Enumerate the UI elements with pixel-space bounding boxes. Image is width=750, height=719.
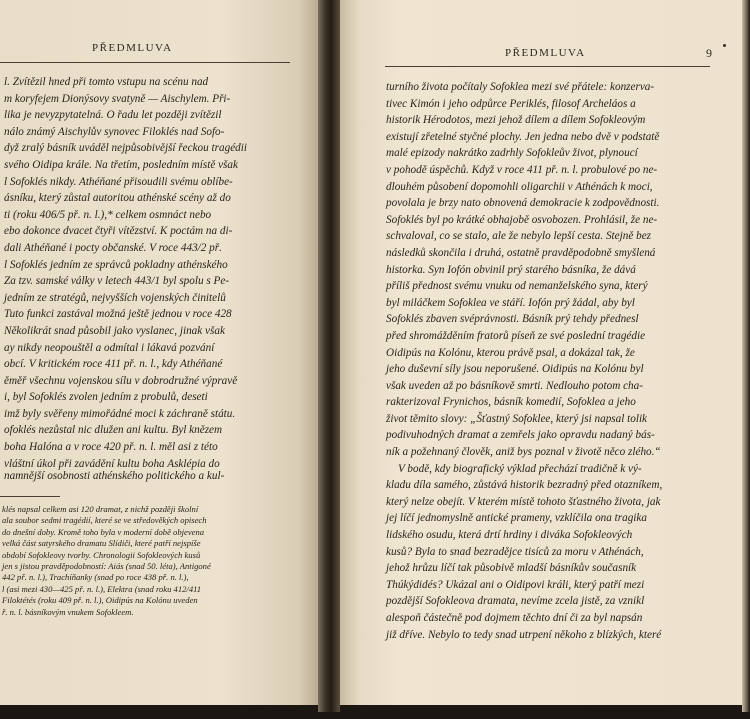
text-line: schvaloval, co se stalo, ale že nebylo lepší cesta. Stejně bez <box>386 230 652 243</box>
text-line: 442 př. n. l.), Trachíňanky (snad po roce 438 př. n. l.), <box>2 572 189 583</box>
header-rule-right <box>385 66 710 67</box>
text-line: Za tzv. samské války v letech 443/1 byl spolu s Pe- <box>4 275 230 288</box>
page-number: 9 <box>706 46 712 60</box>
text-line: ti (roku 406/5 př. n. l.),* celkem osmnáct nebo <box>4 208 212 221</box>
text-line: který nelze obejít. V kterém místě tohoto šťastného života, jak <box>386 495 661 508</box>
text-line: kladu díla samého, zůstává historik bezradný před otazníkem, <box>386 479 663 492</box>
text-line: do dnešní doby. Kromě toho byla v moderní době objevena <box>2 526 205 537</box>
text-line: život těmito slovy: „Šťastný Sofoklee, který jsi napsal tolik <box>386 412 648 425</box>
text-line: Sofoklés byl po krátké obhajobě osvobozen. Prohlásil, že ne- <box>386 213 658 226</box>
text-line: pozdější Sofokleova dramata, nevíme zcela jistě, za vznikl <box>386 595 645 608</box>
text-line: Filoktétés (roku 409 př. n. l.), Oidipús na Kolónu uveden <box>2 595 198 606</box>
text-line: dali Athéňané i pocty občanské. V roce 443/2 př. <box>4 241 222 254</box>
text-line: l (asi mezi 430—425 př. n. l.), Elektra (snad roku 412/411 <box>2 583 202 594</box>
text-line: jeho duševní síly jsou neporušené. Oidipús na Kolónu byl <box>386 363 644 376</box>
text-line: kusů? Byla to snad bezradějce tisíců za moru v Athénách, <box>386 545 644 558</box>
header-rule-left <box>0 62 290 63</box>
text-line: ay nikdy neopouštěl a odmítal i lákavá pozvání <box>4 341 215 354</box>
text-line: období Sofokleovy tvorby. Chronologii Sofokleových kusů <box>2 549 201 560</box>
text-line: již dříve. Nebylo to tedy snad utrpení někoho z blízkých, které <box>386 628 662 641</box>
text-line: l Sofoklés jedním ze správců pokladny athénského <box>4 258 228 271</box>
left-page <box>0 0 318 705</box>
text-line: Sofoklés zbaven svéprávnosti. Básník prý tehdy přednesl <box>386 313 639 326</box>
text-line: jedním ze stratégů, nejvyšších vojenských činitelů <box>4 291 226 304</box>
text-line: svého Oidipa krále. Na třetím, posledním místě však <box>4 158 238 171</box>
text-line: Několikrát snad působil jako vyslanec, jinak však <box>4 324 225 337</box>
text-line: historik Hérodotos, mezi jehož dílem a dílem Sofokleovým <box>386 114 646 127</box>
text-line: velká část satyrského dramatu Slídiči, které patří nejspíše <box>2 538 201 549</box>
text-line: jehož hrůzu líčí tak působivě mladší básníkův současník <box>386 562 637 575</box>
text-line: rakterizoval Frynichos, básník komedií, Sofoklea a jeho <box>386 396 636 409</box>
running-header-right: PŘEDMLUVA <box>505 47 586 59</box>
book-gutter <box>318 0 340 712</box>
text-line: ník a požehnaný člověk, aniž bys poznal v životě něco zlého.“ <box>386 446 661 459</box>
text-line: ofoklés nezůstal nic dlužen ani kultu. Byl knězem <box>4 424 223 437</box>
text-line: ř. n. l. básníkovým vnukem Sofokleem. <box>2 606 134 617</box>
running-header-left: PŘEDMLUVA <box>92 42 173 54</box>
text-line: obcí. V kritickém roce 411 př. n. l., kdy Athéňané <box>4 358 223 371</box>
ink-mark <box>723 44 726 47</box>
text-line: dyž zralý básník uváděl nejpůsobivější řeckou tragédii <box>4 142 247 155</box>
text-line: následků skončila i druhá, ostatně pravděpodobně smyšlená <box>386 246 656 259</box>
text-line: m koryfejem Dionýsovy svatyně — Aischylem. Při- <box>4 92 231 105</box>
text-line: ebo dokonce dvacet čtyři vítězství. K poctám na di- <box>4 225 233 238</box>
text-line: jej líčí jednomyslně antické prameny, vzklíčila ona tragika <box>386 512 647 525</box>
text-line: historka. Syn Iofón obvinil prý starého básníka, že dává <box>386 263 636 276</box>
text-line: tivec Kimón i jeho odpůrce Periklés, filosof Archeláos a <box>386 97 636 110</box>
text-line: klés napsal celkem asi 120 dramat, z nichž později školní <box>2 504 199 514</box>
text-line: alespoň částečně pod dojmem těchto dní či za byl napsán <box>386 612 643 624</box>
footnotes <box>2 504 211 618</box>
text-line: lika je nevyzpytatelná. O řadu let později zvítězil <box>4 109 222 122</box>
text-line: Tuto funkci zastával možná ještě jednou v roce 428 <box>4 308 232 321</box>
text-line: před shromážděním fratorů píseň ze své poslední tragédie <box>386 329 646 342</box>
right-page-text <box>386 79 662 643</box>
footnote-separator <box>0 496 60 497</box>
text-line: imž byly svěřeny mimořádné moci k záchraně státu. <box>4 407 236 420</box>
text-line: povolala je brzy nato obnovená demokracie k zodpovědnosti. <box>386 197 660 210</box>
text-line: boha Halóna a v roce 420 př. n. l. měl asi z této <box>4 441 218 454</box>
text-line: byl miláčkem Sofoklea ve stáří. Iofón prý žádal, aby byl <box>386 296 635 309</box>
text-line: l. Zvítězil hned při tomto vstupu na scénu nad <box>4 76 209 88</box>
text-line: existují zřetelné styčné plochy. Jen jedna nebo dvě v podstatě <box>386 130 660 143</box>
right-page <box>340 0 742 705</box>
text-line: podivuhodných dramat a zemřels jako opravdu nadaný bás- <box>386 429 655 442</box>
text-line: ásníku, který zůstal autoritou athénské scény až do <box>4 192 231 205</box>
text-line: jen s jistou pravděpodobností: Aiás (snad 50. léta), Antigoné <box>2 560 211 571</box>
text-line: dlouhém působení dopomohli oligarchii v Athénách k moci, <box>386 180 653 193</box>
page-edge <box>742 0 750 712</box>
text-line: ěměř všechnu vojenskou sílu v dobrodružné výpravě <box>4 374 238 387</box>
text-line: příliš přednost svému vnuku od nemanželského syna, který <box>386 280 648 293</box>
text-line: turního života počítaly Sofoklea mezi své přátele: konzerva- <box>386 81 655 93</box>
text-line: lidského osudu, která drtí hrdiny i diváka Sofokleových <box>386 529 633 542</box>
left-page-text <box>4 74 247 472</box>
text-line: l Sofoklés nikdy. Athéňané přisoudili svému oblíbe- <box>4 175 233 188</box>
text-line: Oidipús na Kolónu, kterou právě psal, a dokázal tak, že <box>386 346 635 359</box>
text-line: v pohodě úspěchů. Když v roce 411 př. n. l. probulové po ne- <box>386 163 658 176</box>
text-line: malé epizody nakrátko zadrhly Sofokleův život, plynoucí <box>386 147 638 160</box>
text-line: nálo známý Aischylův synovec Filoklés nad Sofo- <box>4 125 225 138</box>
text-line: vláštní úkol při zavádění kultu boha Asklépia do <box>4 457 220 470</box>
text-line: V bodě, kdy biografický výklad přechází tradičně k vý- <box>398 462 642 475</box>
text-line: i, byl Sofoklés zvolen jedním z probulů, deseti <box>4 391 208 404</box>
text-line: však uveden až po básníkově smrti. Nedlouho potom cha- <box>386 379 643 392</box>
text-line: ala soubor sedmi tragédií, které se ve středověkých opisech <box>2 515 207 526</box>
text-line: Thúkýdidés? Ukázal ani o Oidipovi králi, který patří mezi <box>386 578 645 591</box>
left-page-last-line: namnější osobnosti athénského politického a kul- <box>4 470 225 482</box>
